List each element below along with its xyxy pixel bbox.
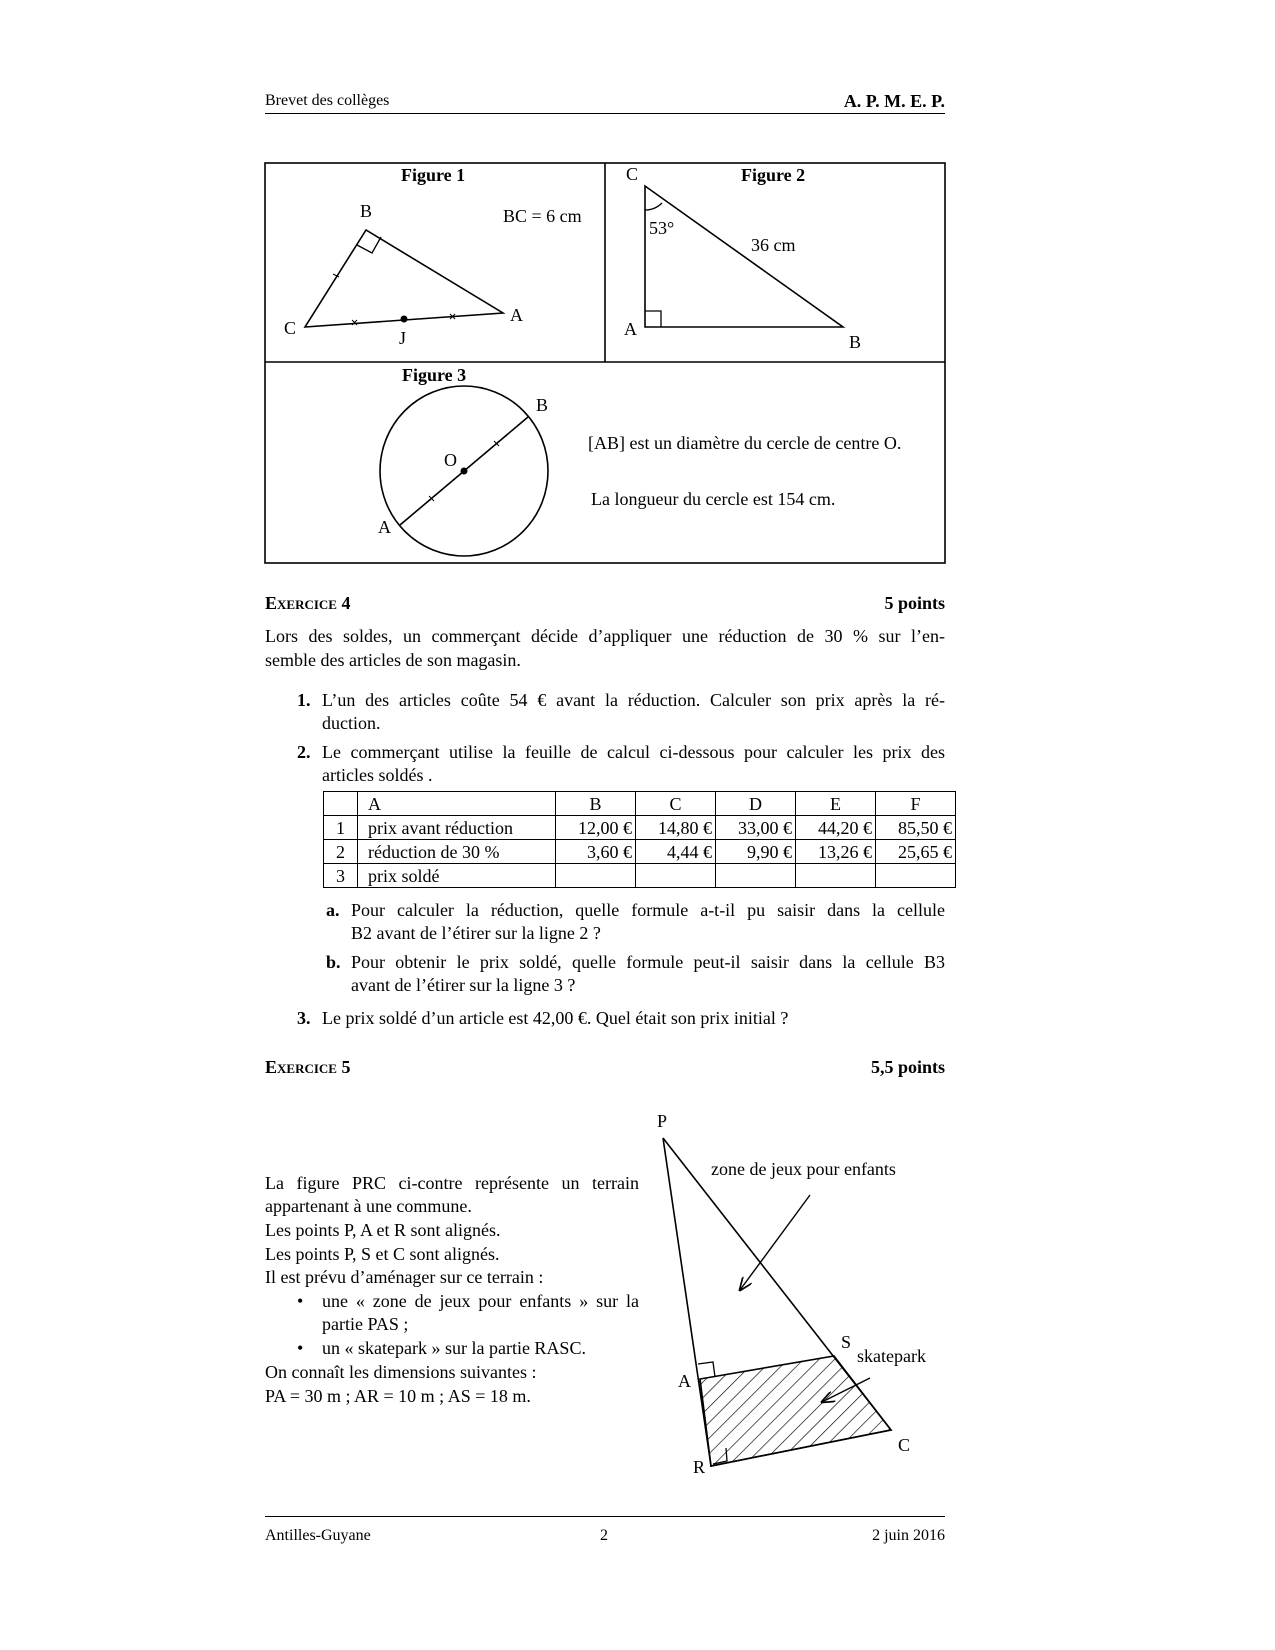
hypotenuse-label: 36 cm <box>751 235 796 255</box>
bullet-text: partie PAS ; <box>322 1314 409 1334</box>
table-cell <box>324 792 358 816</box>
table-cell: 33,00 € <box>716 816 796 840</box>
question-a-line: B2 avant de l’étirer sur la ligne 2 ? <box>351 923 601 943</box>
exercise5-text-line: La figure PRC ci-contre représente un terrain <box>265 1173 639 1193</box>
table-cell: prix avant réduction <box>358 816 556 840</box>
spreadsheet-table <box>323 791 956 888</box>
exercise5-title: Exercice 5 <box>265 1057 351 1077</box>
label-o: O <box>444 450 457 470</box>
question-b-line: avant de l’étirer sur la ligne 3 ? <box>351 975 576 995</box>
table-cell: 4,44 € <box>636 840 716 864</box>
footer-rule <box>265 1516 945 1517</box>
label-a: A <box>510 305 523 325</box>
exercise5-text-line: Les points P, S et C sont alignés. <box>265 1244 500 1264</box>
label-s: S <box>841 1332 852 1352</box>
table-cell: 3,60 € <box>556 840 636 864</box>
table-row <box>324 864 956 888</box>
table-cell: F <box>876 792 956 816</box>
bullet-text: une « zone de jeux pour enfants » sur la <box>322 1291 639 1311</box>
label-c: C <box>898 1435 911 1455</box>
table-cell: D <box>716 792 796 816</box>
table-cell <box>876 864 956 888</box>
header-right: A. P. M. E. P. <box>843 91 945 111</box>
question-letter: b. <box>326 952 341 972</box>
table-cell: prix soldé <box>358 864 556 888</box>
label-a: A <box>378 517 391 537</box>
dimensions: PA = 30 m ; AR = 10 m ; AS = 18 m. <box>265 1386 531 1406</box>
exercise4-points: 5 points <box>884 593 945 613</box>
question-number: 1. <box>297 690 311 710</box>
table-cell <box>796 864 876 888</box>
label-a: A <box>624 319 637 339</box>
table-cell: 14,80 € <box>636 816 716 840</box>
label-j: J <box>399 328 407 348</box>
label-b: B <box>849 332 862 352</box>
question-a-line: Pour calculer la réduction, quelle formule a-t-il pu saisir dans la cellule <box>351 900 945 920</box>
bullet-text: un « skatepark » sur la partie RASC. <box>322 1338 586 1358</box>
table-cell: E <box>796 792 876 816</box>
figure1-title: Figure 1 <box>401 165 466 185</box>
exercise4-title: Exercice 4 <box>265 593 351 613</box>
label-b: B <box>536 395 549 415</box>
table-cell <box>556 864 636 888</box>
footer-left: Antilles-Guyane <box>265 1527 371 1544</box>
label-c: C <box>284 318 297 338</box>
question-letter: a. <box>326 900 340 920</box>
table-cell: 3 <box>324 864 358 888</box>
label-a: A <box>678 1371 691 1391</box>
table-cell: C <box>636 792 716 816</box>
table-cell: réduction de 30 % <box>358 840 556 864</box>
exercise5-points: 5,5 points <box>870 1057 945 1077</box>
table-cell: A <box>358 792 556 816</box>
figure3-text-1: [AB] est un diamètre du cercle de centre O. <box>588 433 902 453</box>
triangle-abc-fig1 <box>305 230 503 327</box>
zone-label: zone de jeux pour enfants <box>711 1159 896 1179</box>
exercise4-intro-2: semble des articles de son magasin. <box>265 650 521 670</box>
table-cell: 44,20 € <box>796 816 876 840</box>
figure3-text-2: La longueur du cercle est 154 cm. <box>591 489 836 509</box>
table-cell: 1 <box>324 816 358 840</box>
exercise5-text-line: Il est prévu d’aménager sur ce terrain : <box>265 1267 544 1287</box>
table-cell <box>636 864 716 888</box>
figure1-note: BC = 6 cm <box>503 206 582 226</box>
exercise5-text-line: Les points P, A et R sont alignés. <box>265 1220 501 1240</box>
table-cell: 13,26 € <box>796 840 876 864</box>
footer-right: 2 juin 2016 <box>872 1527 945 1544</box>
figure3-title: Figure 3 <box>402 365 467 385</box>
label-c: C <box>626 164 639 184</box>
question2-line: articles soldés . <box>322 765 433 785</box>
label-r: R <box>693 1457 706 1477</box>
table-row <box>324 816 956 840</box>
label-p: P <box>657 1111 668 1131</box>
table-cell: 25,65 € <box>876 840 956 864</box>
question2-line: Le commerçant utilise la feuille de calcul ci-dessous pour calculer les prix des <box>322 742 945 762</box>
table-cell: 85,50 € <box>876 816 956 840</box>
page-number: 2 <box>600 1527 608 1544</box>
bullet-icon: • <box>297 1291 304 1311</box>
label-b: B <box>360 201 373 221</box>
table-header-row <box>324 792 956 816</box>
table-cell: 9,90 € <box>716 840 796 864</box>
question-number: 3. <box>297 1008 311 1028</box>
question3-text: Le prix soldé d’un article est 42,00 €. Quel était son prix initial ? <box>322 1008 789 1028</box>
question1-line: L’un des articles coûte 54 € avant la réduction. Calculer son prix après la ré- <box>322 690 945 710</box>
bullet-icon: • <box>297 1338 304 1358</box>
dimensions-intro: On connaît les dimensions suivantes : <box>265 1362 537 1382</box>
table-row <box>324 840 956 864</box>
header-left: Brevet des collèges <box>265 92 390 109</box>
angle-label: 53° <box>649 218 675 238</box>
table-cell <box>716 864 796 888</box>
skatepark-label: skatepark <box>857 1346 926 1366</box>
table-cell: B <box>556 792 636 816</box>
exercise5-text-line: appartenant à une commune. <box>265 1196 472 1216</box>
question-number: 2. <box>297 742 311 762</box>
table-cell: 2 <box>324 840 358 864</box>
table-cell: 12,00 € <box>556 816 636 840</box>
exercise4-intro-1: Lors des soldes, un commerçant décide d’appliquer une réduction de 30 % sur l’en- <box>265 626 945 646</box>
triangle-abc-fig2 <box>645 186 843 327</box>
figure2-title: Figure 2 <box>741 165 806 185</box>
question-b-line: Pour obtenir le prix soldé, quelle formule peut-il saisir dans la cellule B3 <box>351 952 945 972</box>
question1-line: duction. <box>322 713 381 733</box>
